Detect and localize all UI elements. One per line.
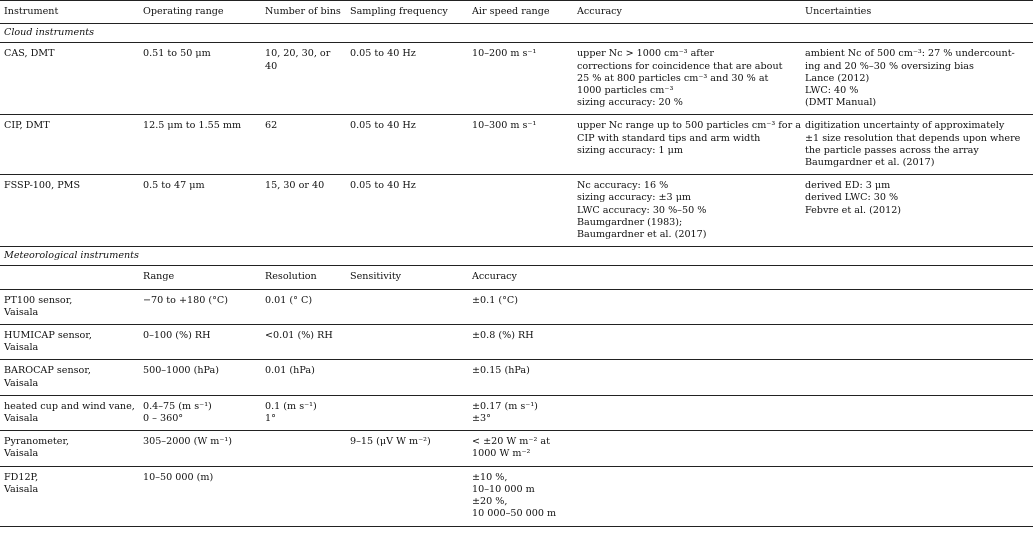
cloud-instrument-rows [0, 43, 1033, 247]
table-row [0, 360, 1033, 395]
accuracy-cell-line: corrections for coincidence that are about [577, 60, 783, 72]
section-row-cloud [0, 24, 1033, 43]
accuracy-cell [573, 43, 801, 115]
range-cell-line: 305–2000 (W m⁻¹) [143, 436, 232, 448]
met-header-sensitivity: Sensitivity [346, 266, 468, 289]
number-of-bins-cell: 15, 30 or 40 [261, 175, 346, 247]
accuracy-cell-line: LWC accuracy: 30 %–50 % [577, 204, 707, 216]
instrument-cell [0, 360, 139, 395]
met-header-resolution: Resolution [261, 266, 346, 289]
range-cell [139, 289, 261, 324]
uncertainties-cell-line: ±1 size resolution that depends upon where [805, 132, 1021, 144]
uncertainties-cell [801, 115, 1033, 175]
instrument-cell-line: Vaisala [4, 413, 39, 425]
air-speed-range-cell [468, 175, 573, 247]
header-operating-range: Operating range [139, 1, 261, 24]
accuracy-cell-line: < ±20 W m⁻² at [472, 436, 550, 448]
operating-range-cell: 12.5 μm to 1.55 mm [139, 115, 261, 175]
accuracy-cell-line: 25 % at 800 particles cm⁻³ and 30 % at [577, 72, 769, 84]
instrument-cell [0, 466, 139, 526]
table-row [0, 466, 1033, 526]
table-row [0, 395, 1033, 430]
table-row [0, 325, 1033, 360]
range-cell-line: 0–100 (%) RH [143, 330, 211, 342]
instrument-cell [0, 289, 139, 324]
range-cell [139, 360, 261, 395]
air-speed-range-cell: 10–200 m s⁻¹ [468, 43, 573, 115]
instrument-cell [0, 395, 139, 430]
header-instrument: Instrument [0, 1, 139, 24]
section-row-meteorological [0, 247, 1033, 266]
resolution-cell [261, 395, 346, 430]
uncertainties-cell-line: digitization uncertainty of approximately [805, 120, 1005, 132]
range-cell [139, 466, 261, 526]
table-row [0, 431, 1033, 466]
header-number-of-bins: Number of bins [261, 1, 346, 24]
accuracy-cell-line: 10 000–50 000 m [472, 508, 557, 520]
uncertainties-cell-line: Baumgardner et al. (2017) [805, 157, 935, 169]
uncertainties-cell-line: LWC: 40 % [805, 85, 859, 97]
operating-range-cell: 0.5 to 47 μm [139, 175, 261, 247]
met-subheader-row [0, 266, 1033, 289]
uncertainties-cell-line: Lance (2012) [805, 72, 870, 84]
sensitivity-cell [346, 325, 468, 360]
resolution-cell [261, 325, 346, 360]
section-title-meteorological: Meteorological instruments [0, 247, 1033, 266]
section-title-cloud: Cloud instruments [0, 24, 1033, 43]
sensitivity-cell-line: 9–15 (μV W m⁻²) [350, 436, 431, 448]
resolution-cell-line: 0.1 (m s⁻¹) [265, 400, 317, 412]
uncertainties-cell-line: ing and 20 %–30 % oversizing bias [805, 60, 974, 72]
accuracy-cell-line: ±0.8 (%) RH [472, 330, 534, 342]
accuracy-cell-line: ±0.1 (°C) [472, 294, 518, 306]
instrument-cell-line: Vaisala [4, 483, 39, 495]
instrument-cell-line: Vaisala [4, 342, 39, 354]
accuracy-cell [468, 360, 573, 395]
accuracy-cell-line: sizing accuracy: ±3 μm [577, 192, 692, 204]
instrument-cell-line: FD12P, [4, 471, 39, 483]
header-air-speed-range: Air speed range [468, 1, 573, 24]
instrument-cell [0, 431, 139, 466]
accuracy-cell-line: Baumgardner (1983); [577, 216, 683, 228]
table-row [0, 289, 1033, 324]
sampling-frequency-cell: 0.05 to 40 Hz [346, 115, 468, 175]
accuracy-cell-line: ±3° [472, 413, 491, 425]
air-speed-range-cell: 10–300 m s⁻¹ [468, 115, 573, 175]
accuracy-cell-line: 10–10 000 m [472, 483, 535, 495]
accuracy-cell [468, 431, 573, 466]
table-row [0, 43, 1033, 115]
table-header-row [0, 1, 1033, 24]
range-cell [139, 325, 261, 360]
accuracy-cell-line: sizing accuracy: 1 μm [577, 144, 683, 156]
instrument-cell: FSSP-100, PMS [0, 175, 139, 247]
instrument-cell-line: Vaisala [4, 306, 39, 318]
sampling-frequency-cell: 0.05 to 40 Hz [346, 43, 468, 115]
accuracy-cell-line: CIP with standard tips and arm width [577, 132, 761, 144]
accuracy-cell [468, 466, 573, 526]
accuracy-cell-line: sizing accuracy: 20 % [577, 97, 683, 109]
instrument-cell-line: BAROCAP sensor, [4, 365, 91, 377]
resolution-cell [261, 431, 346, 466]
accuracy-cell-line: upper Nc range up to 500 particles cm⁻³ for a [577, 120, 801, 132]
sensitivity-cell [346, 431, 468, 466]
resolution-cell-line: 0.01 (° C) [265, 294, 313, 306]
sensitivity-cell [346, 395, 468, 430]
uncertainties-cell-line: Febvre et al. (2012) [805, 204, 902, 216]
table-row [0, 175, 1033, 247]
range-cell-line: 0 – 360° [143, 413, 184, 425]
instrument-cell-line: PT100 sensor, [4, 294, 73, 306]
accuracy-cell-line: 1000 particles cm⁻³ [577, 85, 674, 97]
range-cell-line: −70 to +180 (°C) [143, 294, 228, 306]
accuracy-cell-line: ±10 %, [472, 471, 508, 483]
met-header-range: Range [139, 266, 261, 289]
sensitivity-cell [346, 466, 468, 526]
uncertainties-cell-line: (DMT Manual) [805, 97, 877, 109]
uncertainties-cell [801, 43, 1033, 115]
header-accuracy: Accuracy [573, 1, 801, 24]
resolution-cell-line: 0.01 (hPa) [265, 365, 315, 377]
instrument-cell: CAS, DMT [0, 43, 139, 115]
header-sampling-frequency: Sampling frequency [346, 1, 468, 24]
accuracy-cell [573, 175, 801, 247]
resolution-cell [261, 360, 346, 395]
uncertainties-cell-line: the particle passes across the array [805, 144, 979, 156]
instrument-cell-line: Pyranometer, [4, 436, 70, 448]
accuracy-cell-line: 1000 W m⁻² [472, 448, 531, 460]
sensitivity-cell [346, 289, 468, 324]
resolution-cell [261, 466, 346, 526]
accuracy-cell [468, 325, 573, 360]
accuracy-cell-line: ±20 %, [472, 496, 508, 508]
resolution-cell-line: 1° [265, 413, 276, 425]
range-cell [139, 431, 261, 466]
number-of-bins-cell: 62 [261, 115, 346, 175]
instrument-cell-line: Vaisala [4, 448, 39, 460]
met-header-accuracy: Accuracy [468, 266, 573, 289]
met-instrument-rows [0, 289, 1033, 526]
instrument-cell-line: HUMICAP sensor, [4, 330, 92, 342]
accuracy-cell [468, 289, 573, 324]
instrument-cell-line: heated cup and wind vane, [4, 400, 135, 412]
header-uncertainties: Uncertainties [801, 1, 1033, 24]
range-cell-line: 500–1000 (hPa) [143, 365, 219, 377]
table-row [0, 115, 1033, 175]
resolution-cell-line: <0.01 (%) RH [265, 330, 333, 342]
range-cell [139, 395, 261, 430]
accuracy-cell-line: ±0.17 (m s⁻¹) [472, 400, 538, 412]
accuracy-cell-line: Nc accuracy: 16 % [577, 180, 669, 192]
uncertainties-cell-line: derived ED: 3 μm [805, 180, 891, 192]
sampling-frequency-cell: 0.05 to 40 Hz [346, 175, 468, 247]
accuracy-cell [468, 395, 573, 430]
resolution-cell [261, 289, 346, 324]
sensitivity-cell [346, 360, 468, 395]
operating-range-cell: 0.51 to 50 μm [139, 43, 261, 115]
accuracy-cell [573, 115, 801, 175]
instrument-cell: CIP, DMT [0, 115, 139, 175]
number-of-bins-cell: 10, 20, 30, or 40 [261, 43, 346, 115]
accuracy-cell-line: Baumgardner et al. (2017) [577, 229, 707, 241]
accuracy-cell-line: ±0.15 (hPa) [472, 365, 530, 377]
range-cell-line: 0.4–75 (m s⁻¹) [143, 400, 212, 412]
accuracy-cell-line: upper Nc > 1000 cm⁻³ after [577, 48, 714, 60]
instrument-cell [0, 325, 139, 360]
range-cell-line: 10–50 000 (m) [143, 471, 214, 483]
uncertainties-cell-line: derived LWC: 30 % [805, 192, 899, 204]
uncertainties-cell [801, 175, 1033, 247]
instrument-cell-line: Vaisala [4, 377, 39, 389]
uncertainties-cell-line: ambient Nc of 500 cm⁻³: 27 % undercount- [805, 48, 1015, 60]
